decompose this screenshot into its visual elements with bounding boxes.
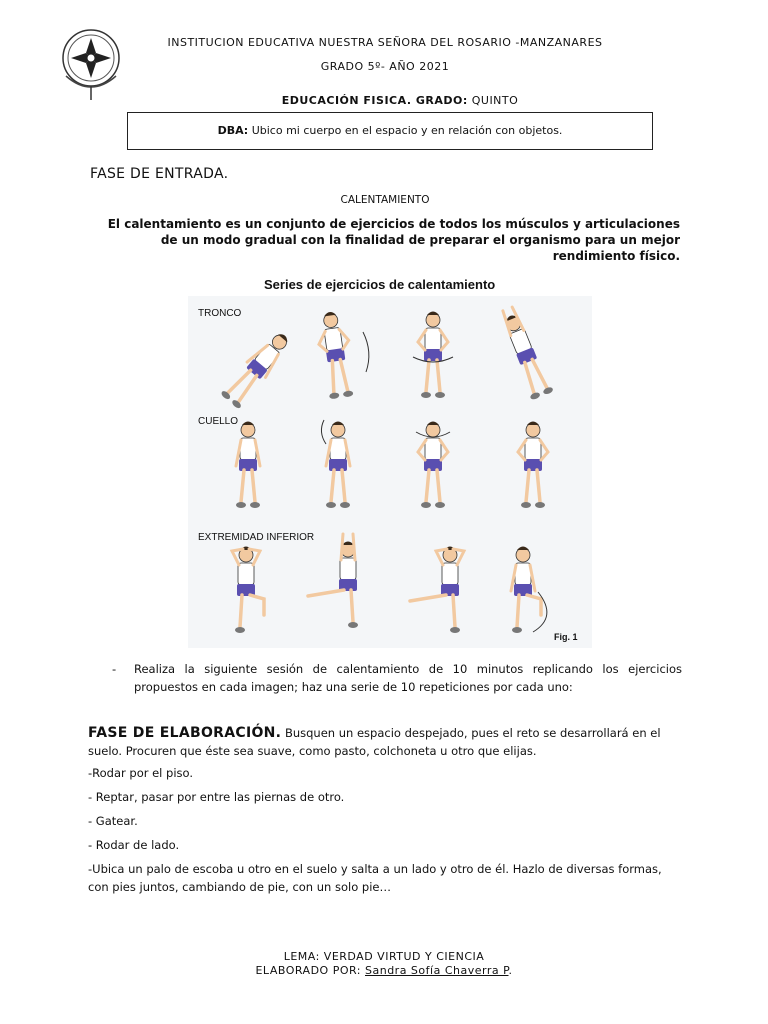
dba-box: [127, 112, 653, 150]
calentamiento-subheading: CALENTAMIENTO: [340, 194, 430, 206]
figure-title: Series de ejercicios de calentamiento: [264, 277, 496, 292]
author-name: Sandra Sofía Chaverra P: [365, 964, 509, 977]
author-end: .: [508, 964, 513, 977]
bullet-dash: -: [112, 662, 117, 676]
elaboracion-paragraph: [88, 724, 680, 760]
footer-lema: LEMA: VERDAD VIRTUD Y CIENCIA: [283, 950, 485, 963]
institution-name: INSTITUCION EDUCATIVA NUESTRA SEÑORA DEL ROSARIO -MANZANARES: [167, 36, 603, 49]
entrada-heading: FASE DE ENTRADA.: [90, 166, 229, 182]
bullet-text: Realiza la siguiente sesión de calentamiento de 10 minutos replicando los ejercicios propuestos en cada imagen; haz una serie de 10 repeticiones por cada uno:: [134, 662, 682, 694]
dba-text: Ubico mi cuerpo en el espacio y en relación con objetos.: [248, 124, 563, 137]
instruction-bullet: [112, 660, 682, 696]
activity-item: - Gatear.: [88, 814, 138, 828]
subject-label: EDUCACIÓN FISICA. GRADO:: [281, 94, 468, 107]
dba-label: DBA:: [217, 124, 249, 137]
subject-line: [250, 94, 550, 107]
activity-item: - Reptar, pasar por entre las piernas de otro.: [88, 790, 345, 804]
activity-item: -Rodar por el piso.: [88, 766, 194, 780]
row-label-extremidad: EXTREMIDAD INFERIOR: [198, 532, 315, 543]
elaboracion-heading: FASE DE ELABORACIÓN.: [88, 725, 282, 741]
footer-author: [200, 964, 568, 977]
row-label-cuello: CUELLO: [198, 416, 239, 427]
grade-year: GRADO 5º- AÑO 2021: [320, 60, 450, 73]
activity-item: -Ubica un palo de escoba u otro en el suelo y salta a un lado y otro de él. Hazlo de diversas formas, con pies juntos, cambiando de pie, con un solo pie…: [88, 862, 662, 894]
school-seal-logo: [58, 28, 124, 102]
subject-value: QUINTO: [467, 94, 519, 107]
row-label-tronco: TRONCO: [198, 308, 242, 319]
intro-paragraph: El calentamiento es un conjunto de ejercicios de todos los músculos y articulaciones de un modo gradual con la finalidad de preparar el organismo para un mejor rendimiento físico.: [107, 217, 680, 263]
author-label: ELABORADO POR:: [255, 964, 365, 977]
warmup-exercises-figure: [188, 272, 592, 648]
figure-caption: Fig. 1: [554, 632, 578, 642]
elaboracion-text: Busquen un espacio despejado, pues el reto se desarrollará en el suelo. Procuren que éste sea suave, como pasto, colchoneta u otro que elijas.: [88, 726, 661, 758]
activity-item: - Rodar de lado.: [88, 838, 180, 852]
